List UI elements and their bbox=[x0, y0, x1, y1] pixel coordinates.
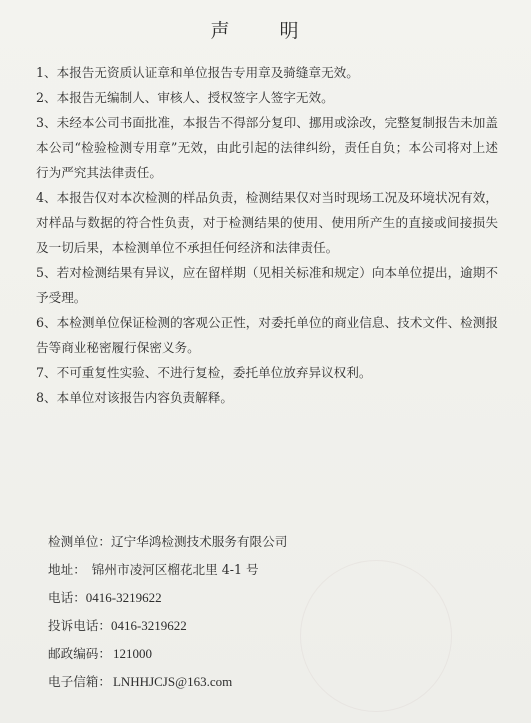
contact-complaint-phone-label: 投诉电话： bbox=[48, 618, 111, 633]
contact-unit-row bbox=[48, 528, 488, 556]
item-number: 8、 bbox=[36, 390, 57, 405]
contact-address-row bbox=[48, 556, 488, 584]
item-number: 1、 bbox=[36, 65, 57, 80]
item-number: 7、 bbox=[36, 365, 57, 380]
statement-item-2 bbox=[36, 85, 498, 110]
statement-list bbox=[36, 60, 498, 410]
contact-unit-label: 检测单位： bbox=[48, 534, 111, 549]
contact-postcode-label: 邮政编码： bbox=[48, 646, 111, 661]
contact-unit-value: 辽宁华鸿检测技术服务有限公司 bbox=[110, 534, 288, 549]
item-text: 本报告仅对本次检测的样品负责，检测结果仅对当时现场工况及环境状况有效，对样品与数据的符合性负责，对于检测结果的使用、使用所产生的直接或间接损失及一切后果，本检测单位不承担任何经济和法律责任。 bbox=[36, 190, 498, 255]
statement-item-5 bbox=[36, 260, 498, 310]
page-title: 声 明 bbox=[210, 20, 321, 42]
item-number: 3、 bbox=[36, 115, 57, 130]
item-text: 若对检测结果有异议，应在留样期（见相关标准和规定）向本单位提出，逾期不予受理。 bbox=[36, 265, 498, 305]
contact-complaint-phone-row bbox=[48, 612, 488, 640]
item-text: 本检测单位保证检测的客观公正性，对委托单位的商业信息、技术文件、检测报告等商业秘密履行保密义务。 bbox=[36, 315, 498, 355]
item-number: 6、 bbox=[36, 315, 57, 330]
contact-complaint-phone-value: 0416-3219622 bbox=[110, 618, 187, 633]
statement-item-8 bbox=[36, 385, 498, 410]
contact-info bbox=[48, 528, 488, 696]
statement-item-4 bbox=[36, 185, 498, 260]
statement-item-7 bbox=[36, 360, 498, 385]
item-number: 5、 bbox=[36, 265, 57, 280]
item-text: 本报告无编制人、审核人、授权签字人签字无效。 bbox=[56, 90, 334, 105]
item-number: 2、 bbox=[36, 90, 57, 105]
contact-postcode-value: 121000 bbox=[112, 646, 152, 661]
item-text: 本单位对该报告内容负责解释。 bbox=[56, 390, 233, 405]
statement-item-1 bbox=[36, 60, 498, 85]
item-text: 本报告无资质认证章和单位报告专用章及骑缝章无效。 bbox=[56, 65, 359, 80]
item-text: 不可重复性实验、不进行复检，委托单位放弃异议权利。 bbox=[56, 365, 372, 380]
contact-address-label: 地址： bbox=[48, 562, 86, 577]
item-text: 未经本公司书面批准，本报告不得部分复印、挪用或涂改，完整复制报告未加盖本公司“检验检测专用章”无效，由此引起的法律纠纷，责任自负；本公司将对上述行为严究其法律责任。 bbox=[36, 115, 498, 180]
contact-postcode-row bbox=[48, 640, 488, 668]
statement-item-6 bbox=[36, 310, 498, 360]
contact-address-value: 锦州市凌河区榴花北里 4-1 号 bbox=[91, 562, 259, 577]
contact-email-value: LNHHJCJS@163.com bbox=[112, 674, 233, 689]
contact-phone-value: 0416-3219622 bbox=[85, 590, 162, 605]
contact-phone-row bbox=[48, 584, 488, 612]
item-number: 4、 bbox=[36, 190, 57, 205]
contact-email-label: 电子信箱： bbox=[48, 674, 111, 689]
contact-phone-label: 电话： bbox=[48, 590, 86, 605]
contact-email-row bbox=[48, 668, 488, 696]
statement-item-3 bbox=[36, 110, 498, 185]
